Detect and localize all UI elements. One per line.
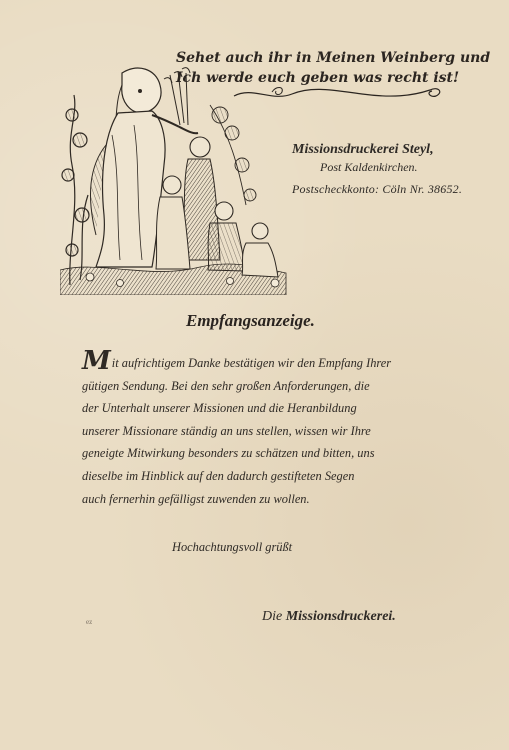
motto-line-1: Sehet auch ihr in Meinen Weinberg und: [176, 50, 491, 66]
body-line: [82, 346, 438, 376]
body-line: geneigte Mitwirkung besonders zu schätzen und bitten, uns: [82, 446, 375, 461]
body-line: auch fernerhin gefälligst zuwenden zu wollen.: [82, 491, 310, 506]
document-title: Empfangsanzeige.: [186, 311, 315, 330]
body-line: gütigen Sendung. Bei den sehr großen Anforderungen, die: [82, 378, 370, 393]
closing-salutation: Hochachtungsvoll grüßt: [172, 540, 293, 554]
ornamental-flourish: [232, 82, 448, 104]
publisher-address: [292, 142, 492, 197]
motto-line-2: Ich werde euch geben was recht ist!: [176, 70, 460, 86]
body-paragraph: [82, 346, 438, 510]
printer-mark: ez: [86, 618, 93, 626]
body-line-text: it aufrichtigem Danke bestätigen wir den Empfang Ihrer: [111, 356, 392, 370]
vine-foliage-right: [210, 105, 256, 205]
children-figures: [156, 137, 278, 277]
post-office: Post Kaldenkirchen.: [320, 160, 418, 174]
body-line: der Unterhalt unserer Missionen und die Heranbildung: [82, 401, 357, 416]
signature: [262, 609, 396, 625]
vine-foliage-left: [62, 95, 89, 285]
signature-name: Missionsdruckerei.: [285, 609, 396, 624]
publisher-name: Missionsdruckerei Steyl,: [292, 142, 434, 157]
signature-prefix: Die: [262, 609, 283, 624]
postal-cheque-account: Postscheckkonto: Cöln Nr. 38652.: [292, 182, 463, 196]
drop-cap: M: [82, 346, 111, 376]
body-line: unserer Missionare ständig an uns stellen, wissen wir Ihre: [82, 423, 371, 438]
body-line: dieselbe im Hinblick auf den dadurch gestifteten Segen: [82, 468, 355, 483]
